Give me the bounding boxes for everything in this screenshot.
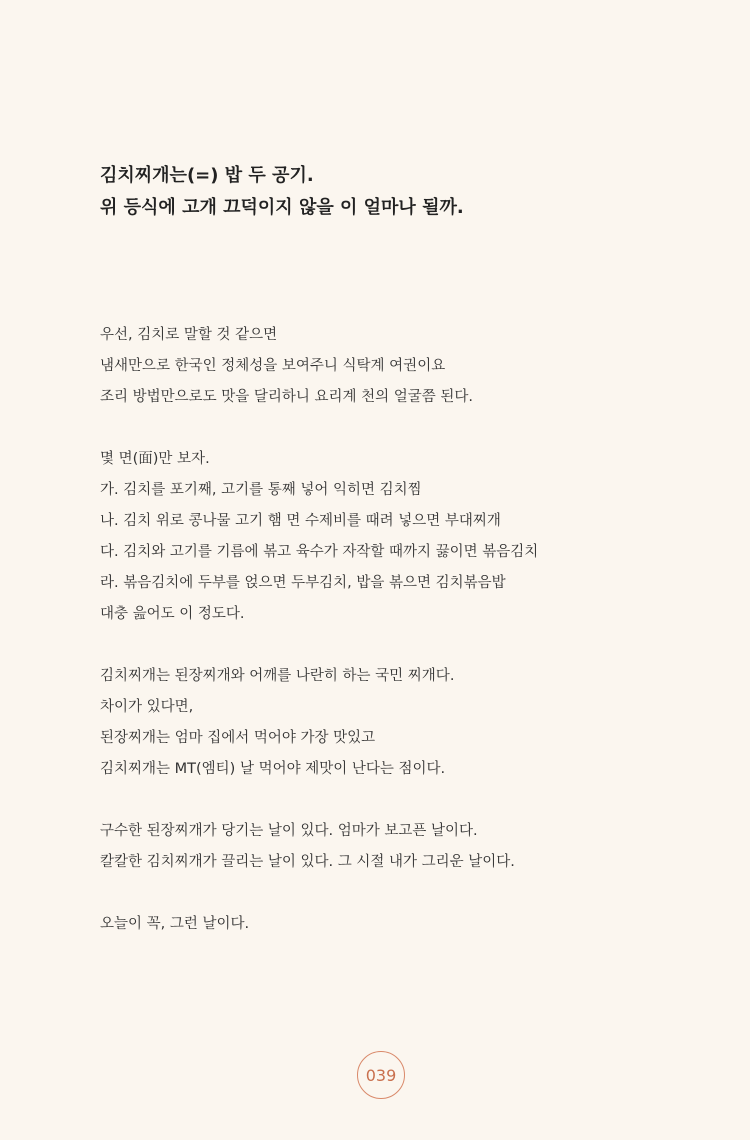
text-line: 김치찌개는 된장찌개와 어깨를 나란히 하는 국민 찌개다. xyxy=(100,668,455,684)
paragraph xyxy=(100,320,538,413)
text-line: 가. 김치를 포기째, 고기를 통째 넣어 익히면 김치찜 xyxy=(100,482,422,498)
text-line: 다. 김치와 고기를 기름에 볶고 육수가 자작할 때까지 끓이면 볶음김치 xyxy=(100,544,539,560)
text-line: 차이가 있다면, xyxy=(100,699,194,715)
paragraph xyxy=(100,816,538,878)
heading-line: 김치찌개는(=) 밥 두 공기. xyxy=(100,165,314,186)
text-line: 우선, 김치로 말할 것 같으면 xyxy=(100,327,278,343)
body-text xyxy=(100,320,538,971)
text-line: 구수한 된장찌개가 당기는 날이 있다. 엄마가 보고픈 날이다. xyxy=(100,823,478,839)
page-number: 039 xyxy=(365,1065,397,1085)
text-line: 김치찌개는 MT(엠티) 날 먹어야 제맛이 난다는 점이다. xyxy=(100,761,446,777)
heading-line: 위 등식에 고개 끄덕이지 않을 이 얼마나 될까. xyxy=(100,197,464,218)
text-line: 냄새만으로 한국인 정체성을 보여주니 식탁계 여권이요 xyxy=(100,358,446,374)
paragraph xyxy=(100,661,538,785)
text-line: 대충 읊어도 이 정도다. xyxy=(100,606,245,622)
paragraph xyxy=(100,444,538,630)
text-line: 나. 김치 위로 콩나물 고기 햄 면 수제비를 때려 넣으면 부대찌개 xyxy=(100,513,501,529)
text-line: 오늘이 꼭, 그런 날이다. xyxy=(100,916,250,932)
text-line: 몇 면(面)만 보자. xyxy=(100,451,210,467)
text-line: 칼칼한 김치찌개가 끌리는 날이 있다. 그 시절 내가 그리운 날이다. xyxy=(100,854,515,870)
heading xyxy=(100,160,464,224)
page-number-badge xyxy=(357,1051,405,1099)
text-line: 조리 방법만으로도 맛을 달리하니 요리계 천의 얼굴쯤 된다. xyxy=(100,389,474,405)
paragraph xyxy=(100,909,538,940)
text-line: 된장찌개는 엄마 집에서 먹어야 가장 맛있고 xyxy=(100,730,376,746)
text-line: 라. 볶음김치에 두부를 얹으면 두부김치, 밥을 볶으면 김치볶음밥 xyxy=(100,575,506,591)
